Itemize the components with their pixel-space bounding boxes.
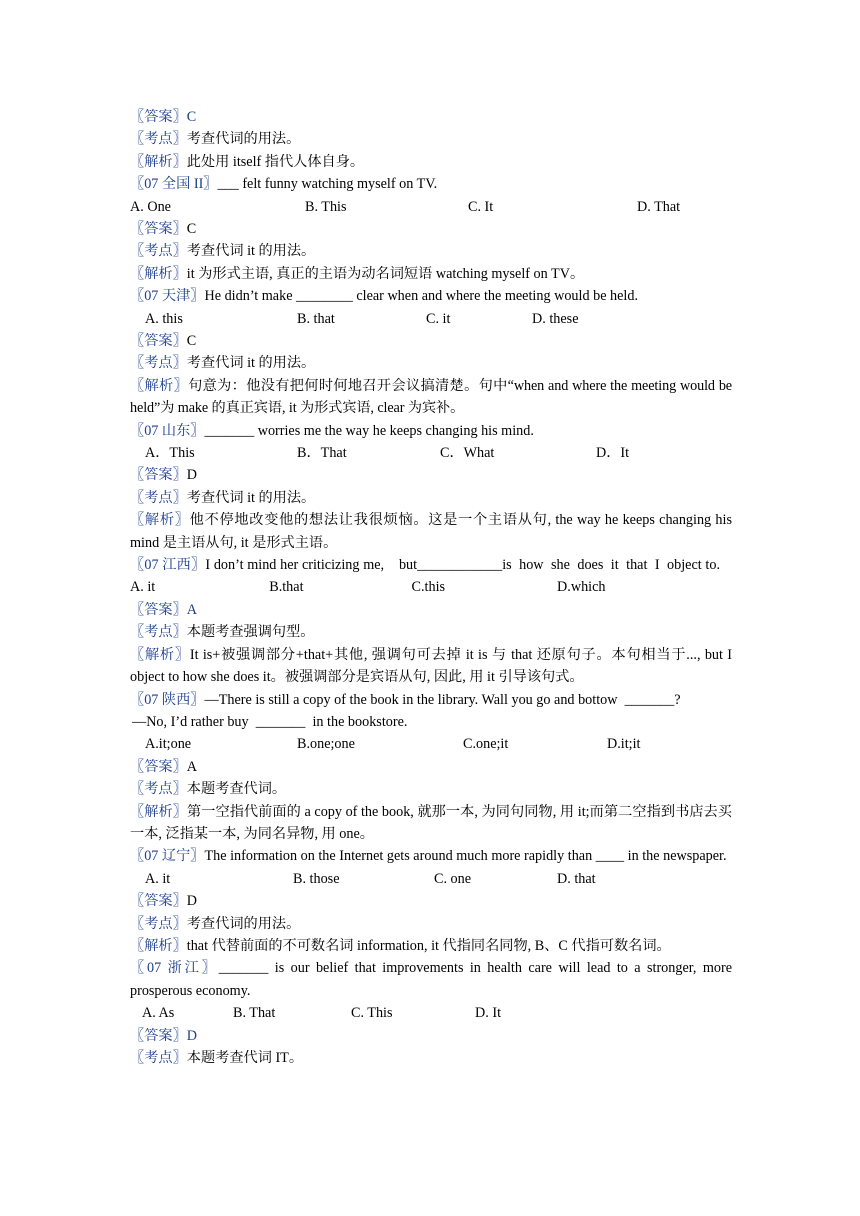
option-d: D. these — [532, 310, 579, 327]
point-tag: 〖考点〗 — [130, 243, 187, 260]
answer-value: C — [186, 109, 197, 125]
option-a: A. One — [130, 198, 171, 215]
point-line — [130, 352, 732, 374]
option-d: D. that — [557, 870, 596, 887]
option-b: B. This — [305, 198, 347, 215]
point-tag: 〖考点〗 — [130, 131, 187, 148]
point-line — [130, 240, 732, 262]
answer-line — [130, 599, 732, 621]
option-c: C.this — [411, 579, 446, 596]
answer-tag: 〖答案〗 — [130, 333, 187, 350]
point-text: 考查代词 it 的用法。 — [186, 355, 316, 372]
answer-value: A — [186, 758, 198, 775]
answer-line — [130, 464, 732, 486]
question-line — [130, 689, 732, 711]
point-text: 考查代词的用法。 — [186, 131, 301, 148]
option-c: C. it — [426, 310, 451, 327]
point-text: 考查代词 it 的用法。 — [186, 243, 316, 260]
option-c: C. one — [434, 870, 472, 887]
question-line — [130, 285, 732, 307]
point-line — [130, 621, 732, 643]
question-line — [130, 845, 732, 867]
answer-tag: 〖答案〗 — [130, 893, 187, 910]
point-text: 考查代词的用法。 — [186, 915, 301, 932]
point-tag: 〖考点〗 — [130, 781, 187, 798]
answer-line — [130, 106, 732, 128]
question-text-2: —No, I’d rather buy _______ in the bookstore. — [132, 713, 408, 730]
option-b: B.that — [269, 579, 304, 596]
question-text: ___ felt funny watching myself on TV. — [217, 176, 438, 193]
analysis-line — [130, 263, 732, 285]
option-a: A．This — [145, 445, 195, 462]
analysis-tag: 〖解析〗 — [130, 377, 189, 394]
question-line — [130, 554, 732, 599]
answer-tag: 〖答案〗 — [130, 109, 187, 125]
option-a: A.it;one — [145, 736, 192, 753]
point-line — [130, 487, 732, 509]
option-b: B. That — [233, 1005, 276, 1022]
analysis-line — [130, 935, 732, 957]
point-tag: 〖考点〗 — [130, 355, 187, 372]
options-row — [130, 308, 732, 330]
point-line — [130, 1047, 732, 1069]
answer-value: C — [186, 333, 197, 350]
option-b: B. those — [293, 870, 340, 887]
answer-tag: 〖答案〗 — [130, 758, 187, 775]
point-line — [130, 778, 732, 800]
options-row — [130, 196, 732, 218]
option-d: D.it;it — [607, 736, 641, 753]
option-a: A. As — [142, 1005, 175, 1022]
option-c: C.one;it — [463, 736, 509, 753]
document-page — [130, 106, 732, 1069]
point-tag: 〖考点〗 — [130, 915, 187, 932]
answer-value: D — [186, 893, 198, 910]
analysis-line — [130, 151, 732, 173]
option-b: B. that — [297, 310, 335, 327]
question-source: 〖07 天津〗 — [130, 288, 205, 305]
option-a: A. this — [145, 310, 183, 327]
options-row — [130, 733, 732, 755]
point-text: 本题考查代词 IT。 — [186, 1049, 304, 1066]
answer-line — [130, 756, 732, 778]
answer-value: D — [186, 467, 198, 484]
question-line — [130, 420, 732, 442]
point-tag: 〖考点〗 — [130, 1049, 187, 1066]
question-line — [130, 173, 732, 195]
analysis-text: It is+被强调部分+that+其他, 强调句可去掉 it is 与 that 还原句子。本句相当于..., but I object to how she does it。被强调部分是宾语从句, 因此, 用 it 引导该句式。 — [130, 646, 732, 686]
analysis-line — [130, 509, 732, 554]
option-d: D. It — [475, 1005, 502, 1022]
analysis-text: 他不停地改变他的想法让我很烦恼。这是一个主语从句, the way he keeps changing his mind 是主语从句, it 是形式主语。 — [130, 512, 732, 551]
analysis-tag: 〖解析〗 — [130, 265, 187, 282]
analysis-text: 第一空指代前面的 a copy of the book, 就那一本, 为同句同物, 用 it;而第二空指到书店去买一本, 泛指某一本, 为同名异物, 用 one。 — [130, 803, 732, 842]
answer-tag: 〖答案〗 — [130, 467, 187, 484]
question-source: 〖07 江西〗 — [130, 557, 206, 574]
question-source: 〖07 辽宁〗 — [130, 848, 205, 865]
analysis-text: it 为形式主语, 真正的主语为动名词短语 watching myself on TV。 — [186, 265, 585, 282]
point-tag: 〖考点〗 — [130, 489, 187, 506]
question-source: 〖07 全国 II〗 — [130, 176, 218, 193]
analysis-tag: 〖解析〗 — [130, 937, 187, 954]
point-text: 本题考查强调句型。 — [186, 624, 315, 641]
question-text: _______ worries me the way he keeps changing his mind. — [204, 422, 534, 439]
option-d: D.which — [557, 579, 606, 596]
option-b: B．That — [297, 445, 347, 462]
analysis-line — [130, 644, 732, 689]
point-tag: 〖考点〗 — [130, 624, 187, 641]
options-row — [130, 442, 732, 464]
analysis-text: 此处用 itself 指代人体自身。 — [186, 153, 365, 170]
answer-line — [130, 890, 732, 912]
analysis-tag: 〖解析〗 — [130, 803, 187, 820]
answer-tag: 〖答案〗 — [130, 1027, 187, 1044]
option-c: C. This — [351, 1005, 393, 1022]
analysis-tag: 〖解析〗 — [130, 512, 190, 529]
options-row — [130, 868, 732, 890]
question-text: I don’t mind her criticizing me, but____________is how she does it that I object to. — [205, 557, 720, 574]
question-line — [130, 957, 732, 1002]
question-source: 〖07 山东〗 — [130, 422, 205, 439]
point-text: 本题考查代词。 — [186, 781, 287, 798]
analysis-tag: 〖解析〗 — [130, 153, 187, 170]
question-text: The information on the Internet gets around much more rapidly than ____ in the newspaper. — [204, 848, 727, 865]
answer-tag: 〖答案〗 — [130, 221, 187, 238]
answer-line — [130, 1025, 732, 1047]
question-source: 〖07 陕西〗 — [130, 691, 205, 708]
analysis-line — [130, 801, 732, 846]
analysis-text: 句意为：他没有把何时何地召开会议搞清楚。句中“when and where the meeting would be held”为 make 的真正宾语, it 为形式宾语, clear 为宾补。 — [130, 377, 733, 417]
option-b: B.one;one — [297, 736, 355, 753]
answer-line — [130, 330, 732, 352]
options-row — [130, 1002, 732, 1024]
question-text: —There is still a copy of the book in the library. Wall you go and bottow _______? — [204, 691, 681, 708]
analysis-line — [130, 375, 732, 420]
answer-value: D — [186, 1027, 198, 1044]
answer-line — [130, 218, 732, 240]
point-line — [130, 128, 732, 150]
option-c: C. It — [468, 198, 494, 215]
answer-value: C — [186, 221, 197, 238]
question-text: _______ is our belief that improvements in health care will lead to a stronger, more prosperous economy. — [130, 960, 732, 999]
point-text: 考查代词 it 的用法。 — [186, 489, 316, 506]
option-d: D. That — [637, 198, 681, 215]
answer-value: A — [186, 601, 198, 618]
option-a: A. it — [130, 579, 156, 596]
analysis-text: that 代替前面的不可数名词 information, it 代指同名同物, B、C 代指可数名词。 — [186, 937, 671, 954]
point-line — [130, 913, 732, 935]
question-text: He didn’t make ________ clear when and where the meeting would be held. — [204, 288, 639, 305]
option-a: A. it — [145, 870, 171, 887]
answer-tag: 〖答案〗 — [130, 601, 187, 618]
question-source: 〖07 浙江〗 — [130, 960, 219, 977]
analysis-tag: 〖解析〗 — [130, 646, 190, 663]
option-d: D．It — [596, 445, 630, 462]
option-c: C．What — [440, 445, 495, 462]
question-line-2 — [130, 711, 732, 733]
